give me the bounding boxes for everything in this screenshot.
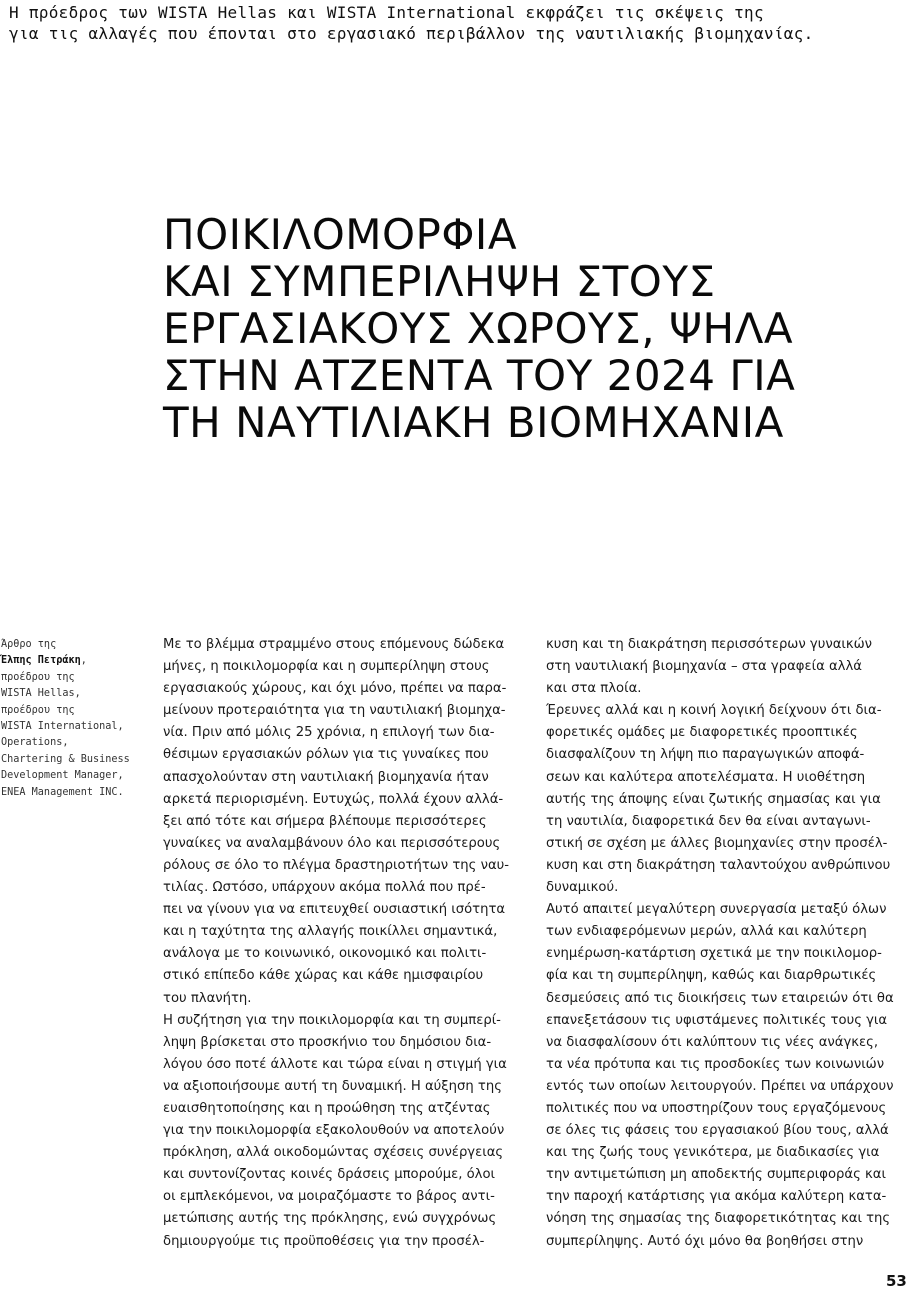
- body-line: την παροχή κατάρτισης για ακόμα καλύτερη κατα-: [546, 1189, 887, 1205]
- body-line: Η συζήτηση για την ποικιλομορφία και τη συμπερί-: [163, 1012, 501, 1028]
- body-line: απασχολούνταν στη ναυτιλιακή βιομηχανία ήταν: [163, 769, 489, 785]
- title-line: ΕΡΓΑΣΙΑΚΟΥΣ ΧΩΡΟΥΣ, ΨΗΛΑ: [163, 304, 794, 353]
- byline-line: προέδρου της: [1, 671, 75, 683]
- body-line: συμπερίληψης. Αυτό όχι μόνο θα βοηθήσει στην: [546, 1233, 864, 1249]
- body-line: τη ναυτιλία, διαφορετικά δεν θα είναι ανταγωνι-: [546, 813, 871, 829]
- byline-line: Operations,: [1, 737, 69, 749]
- body-line: αυτής της άποψης είναι ζωτικής σημασίας και για: [546, 791, 881, 807]
- body-line: ενημέρωση-κατάρτιση σχετικά με την ποικιλομορ-: [546, 946, 882, 962]
- body-line: κυση και στη διακράτηση ταλαντούχου ανθρώπινου: [546, 857, 891, 873]
- body-line: Με το βλέμμα στραμμένο στους επόμενους δώδεκα: [163, 637, 505, 652]
- body-line: μήνες, η ποικιλομορφία και η συμπερίληψη στους: [163, 659, 490, 675]
- byline-line: προέδρου της: [1, 704, 75, 716]
- body-line: οι εμπλεκόμενοι, να μοιραζόμαστε το βάρος αντι-: [163, 1189, 495, 1205]
- body-line: ξει από τότε και σήμερα βλέπουμε περισσότερες: [163, 813, 487, 829]
- body-line: δημιουργούμε τις προϋποθέσεις για την προσέλ-: [163, 1233, 485, 1249]
- body-line: σεων και καλύτερα αποτελέσματα. Η υιοθέτηση: [546, 769, 866, 785]
- body-line: και στα πλοία.: [546, 681, 642, 697]
- title-line: ΤΗ ΝΑΥΤΙΛΙΑΚΗ ΒΙΟΜΗΧΑΝΙΑ: [163, 398, 784, 447]
- byline-line: Chartering & Business: [1, 753, 130, 765]
- body-line: και η ταχύτητα της αλλαγής ποικίλλει σημαντικά,: [163, 924, 498, 940]
- body-line: νία. Πριν από μόλις 25 χρόνια, η επιλογή των δια-: [163, 725, 495, 741]
- body-line: ευαισθητοποίησης και η προώθηση της ατζέντας: [163, 1100, 491, 1116]
- body-line: για την ποικιλομορφία εξακολουθούν να αποτελούν: [163, 1123, 505, 1139]
- page-number: 53: [886, 1272, 907, 1290]
- title-line: ΣΤΗΝ ΑΤΖΕΝΤΑ ΤΟΥ 2024 ΓΙΑ: [163, 351, 796, 400]
- body-line: στικό επίπεδο κάθε χώρας και κάθε ημισφαιρίου: [163, 968, 484, 984]
- body-line: στη ναυτιλιακή βιομηχανία – στα γραφεία αλλά: [546, 659, 862, 675]
- intro-line: για τις αλλαγές που έπονται στο εργασιακό περιβάλλον της ναυτιλιακής βιομηχανίας.: [9, 24, 814, 43]
- body-line: εργασιακούς χώρους, και όχι μόνο, πρέπει να παρα-: [163, 681, 507, 697]
- body-line: τιλίας. Ωστόσο, υπάρχουν ακόμα πολλά που πρέ-: [163, 880, 486, 896]
- byline-author-line: [1, 653, 151, 669]
- byline-line: Development Manager,: [1, 770, 124, 782]
- body-line: Αυτό απαιτεί μεγαλύτερη συνεργασία μεταξύ όλων: [546, 902, 887, 918]
- body-line: φία και τη συμπερίληψη, καθώς και διαρθρωτικές: [546, 968, 877, 984]
- body-line: λόγου όσο ποτέ άλλοτε και τώρα είναι η στιγμή για: [163, 1056, 507, 1072]
- body-line: ρόλους σε όλο το πλέγμα δραστηριοτήτων της ναυ-: [163, 857, 510, 873]
- intro-text: [9, 2, 914, 44]
- body-line: τα νέα πρότυπα και τις προσδοκίες των κοινωνιών: [546, 1056, 885, 1072]
- author-byline: [1, 637, 151, 801]
- body-line: διασφαλίζουν τη λήψη πιο παραγωγικών αποφά-: [546, 747, 865, 763]
- title-line: ΠΟΙΚΙΛΟΜΟΡΦΙΑ: [163, 210, 518, 259]
- body-column-1: [163, 634, 533, 1253]
- article-title: [163, 211, 923, 446]
- body-line: δεσμεύσεις από τις διοικήσεις των εταιρειών ότι θα: [546, 990, 894, 1006]
- byline-line: WISTA International,: [1, 721, 124, 733]
- body-line: πρόκληση, αλλά οικοδομώντας σχέσεις συνέργειας: [163, 1145, 504, 1161]
- byline-prefix: Άρθρο της: [1, 639, 57, 650]
- body-line: μείνουν προτεραιότητα για τη ναυτιλιακή βιομηχα-: [163, 703, 506, 719]
- body-line: νόηση της σημασίας της διαφορετικότητας και της: [546, 1211, 891, 1227]
- body-line: να αξιοποιήσουμε αυτή τη δυναμική. Η αύξηση της: [163, 1078, 502, 1094]
- title-line: ΚΑΙ ΣΥΜΠΕΡΙΛΗΨΗ ΣΤΟΥΣ: [163, 257, 716, 306]
- intro-line: Η πρόεδρος των WISTA Hellas και WISTA International εκφράζει τις σκέψεις της: [9, 3, 764, 22]
- byline-line: WISTA Hellas,: [1, 688, 81, 700]
- body-line: αρκετά περιορισμένη. Ευτυχώς, πολλά έχουν αλλά-: [163, 791, 504, 807]
- author-suffix: ,: [80, 655, 87, 667]
- body-line: των ενδιαφερόμενων μερών, αλλά και καλύτερη: [546, 924, 867, 940]
- byline-line: ENEA Management INC.: [1, 786, 124, 798]
- body-line: πολιτικές που να υποστηρίζουν τους εργαζόμενους: [546, 1100, 887, 1116]
- body-line: κυση και τη διακράτηση περισσότερων γυναικών: [546, 637, 873, 652]
- body-line: εντός των οποίων λειτουργούν. Πρέπει να υπάρχουν: [546, 1078, 894, 1094]
- body-line: θέσιμων εργασιακών ρόλων για τις γυναίκες που: [163, 747, 489, 763]
- body-line: γυναίκες να αναλαμβάνουν όλο και περισσότερους: [163, 835, 501, 851]
- body-line: του πλανήτη.: [163, 990, 252, 1006]
- body-line: την αντιμετώπιση μη αποδεκτής συμπεριφοράς και: [546, 1167, 886, 1183]
- body-line: ανάλογα με το κοινωνικό, οικονομικό και πολιτι-: [163, 946, 487, 962]
- body-column-2: [546, 634, 916, 1253]
- body-line: και συντονίζοντας κοινές δράσεις μπορούμε, όλοι: [163, 1167, 495, 1183]
- body-line: μετώπισης αυτής της πρόκλησης, ενώ συγχρόνως: [163, 1211, 497, 1227]
- body-line: πει να γίνουν για να επιτευχθεί ουσιαστική ισότητα: [163, 902, 506, 918]
- body-line: σε όλες τις φάσεις του εργασιακού βίου τους, αλλά: [546, 1123, 889, 1139]
- body-line: Έρευνες αλλά και η κοινή λογική δείχνουν ότι δια-: [546, 703, 882, 719]
- author-name: Έλπης Πετράκη: [1, 655, 81, 667]
- body-line: και της ζωής τους γενικότερα, με διαδικασίες για: [546, 1145, 880, 1161]
- body-line: ληψη βρίσκεται στο προσκήνιο του δημόσιου δια-: [163, 1034, 492, 1050]
- body-line: δυναμικού.: [546, 880, 619, 896]
- body-line: να διασφαλίσουν ότι καλύπτουν τις νέες ανάγκες,: [546, 1034, 879, 1050]
- body-line: φορετικές ομάδες με διαφορετικές προοπτικές: [546, 725, 858, 741]
- body-line: επανεξετάσουν τις υφιστάμενες πολιτικές τους για: [546, 1012, 888, 1028]
- body-line: στική σε σχέση με άλλες βιομηχανίες στην προσέλ-: [546, 835, 888, 851]
